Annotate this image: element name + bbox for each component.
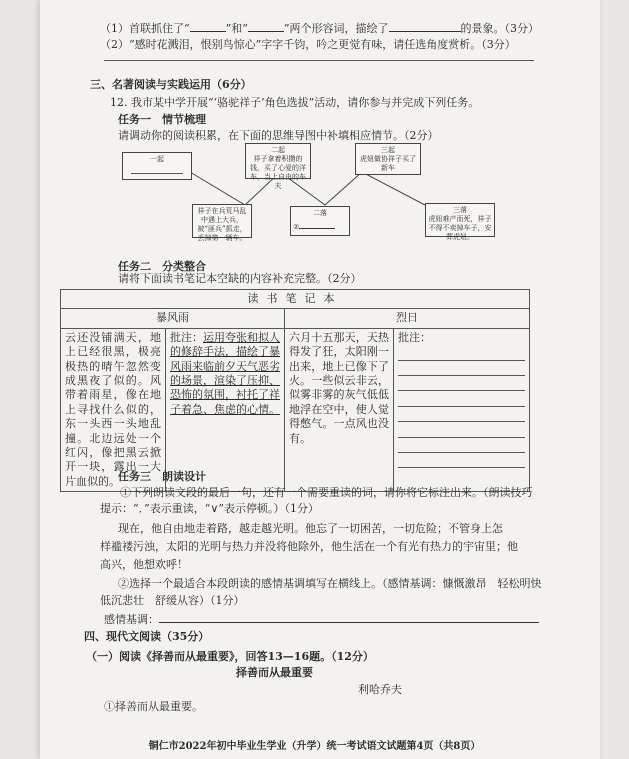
- mindmap-node-1: 一起: [122, 152, 192, 180]
- tone-answer-blank[interactable]: [159, 611, 539, 623]
- answer-line[interactable]: [398, 453, 525, 468]
- article-title: 择善而从最重要: [236, 666, 313, 679]
- task-2-desc: 请将下面读书笔记本空缺的内容补充完整。（2分）: [118, 272, 362, 285]
- mindmap-node-6: 三落 虎妞难产而死，祥子不得不卖掉车子，安葬虎妞。: [425, 203, 495, 237]
- part-1-title: （一）阅读《择善而从最重要》，回答13—16题。（12分）: [86, 650, 374, 663]
- notebook-annotation-storm: 批注：运用夸张和拟人的修辞手法，描绘了暴风雨来临前夕天气恶劣的场景，渲染了压抑、恐怖的氛围，衬托了祥子着急、焦虑的心情。: [166, 328, 285, 491]
- answer-line[interactable]: [398, 361, 525, 376]
- notebook-col-sun: 烈日: [285, 309, 530, 328]
- task-3-q1-cont: 提示：“．”表示重读，“∨”表示停顿。）（1分）: [100, 502, 320, 515]
- task-3-q2-cont: 低沉悲壮 舒缓从容）（1分）: [100, 594, 245, 607]
- passage-line-3: 高兴，他想欢呼！: [100, 558, 188, 571]
- question-11-1: （1）首联抓住了“ ”和“ ”两个形容词，描绘了 的景象。（3分）: [100, 22, 539, 35]
- passage-line-1: 现在，他自由地走着路，越走越光明。他忘了一切困苦，一切危险；不管身上怎: [118, 522, 503, 535]
- answer-line[interactable]: [398, 391, 525, 406]
- tone-field: 感情基调：: [104, 611, 539, 627]
- task-2-title: 任务二 分类整合: [118, 260, 206, 273]
- passage-line-2: 样褴褛污浊，太阳的光明与热力并没将他除外，他生活在一个有光有热力的宇宙里；他: [100, 540, 518, 553]
- task-1-desc: 请调动你的阅读积累，在下面的思维导图中补填相应情节。（2分）: [118, 129, 439, 142]
- answer-line[interactable]: [398, 376, 525, 391]
- notebook-text-sun: 六月十五那天，天热得发了狂，太阳刚一出来，地上已像下了火。一些似云非云，似雾非雾的灰气低低地浮在空中，使人觉得憋气。一点风也没有。: [285, 328, 394, 491]
- notebook-col-storm: 暴风雨: [61, 309, 285, 328]
- page-footer: 铜仁市2022年初中毕业生学业（升学）统一考试语文试题第4页（共8页）: [148, 741, 481, 752]
- task-3-q2: ②选择一个最适合本段朗读的感情基调填写在横线上。（感情基调：慷慨激昂 轻松明快: [118, 577, 542, 590]
- notebook-annotation-sun: 批注：: [394, 328, 530, 491]
- question-12: 12. 我市某中学开展“‘骆驼祥子’角色选拔”活动，请你参与并完成下列任务。: [110, 96, 480, 109]
- answer-blank[interactable]: [299, 222, 335, 229]
- article-para-1: ①择善而从最重要。: [104, 700, 203, 713]
- answer-line[interactable]: [398, 438, 525, 453]
- answer-line[interactable]: [398, 345, 525, 360]
- mindmap-node-2: 二起 祥子拿着积攒的钱，买了心爱的洋车，当上自由的车夫: [245, 143, 311, 179]
- section-3-title: 三、名著阅读与实践运用（6分）: [90, 78, 252, 91]
- section-4-title: 四、现代文阅读（35分）: [84, 630, 210, 643]
- notebook-text-storm: 云还没铺满天，地上已经很黑，极亮极热的晴午忽然变成黑夜了似的。风带着雨星，像在地上寻找什么似的，东一头西一头地乱撞。北边远处一个红闪，像把黑云掀开一块，露出一大片血似的。: [61, 328, 166, 491]
- mindmap-node-5: 祥子在兵荒马乱中遇上大兵，被“匪兵”抓走，丢掉第一辆车。: [192, 204, 252, 238]
- question-11-2: （2）“感时花溅泪，恨别鸟惊心”字字千钧，吟之更觉有味，请任选角度赏析。（3分）: [100, 38, 516, 51]
- mindmap-node-7: 二落 ②: [290, 206, 350, 236]
- notebook-header: 读书笔记本: [61, 290, 530, 309]
- article-author: 利哈乔夫: [358, 683, 402, 696]
- task-3-title: 任务三 朗读设计: [118, 470, 206, 483]
- answer-line[interactable]: [398, 422, 525, 437]
- task-1-title: 任务一 情节梳理: [118, 113, 206, 126]
- answer-blank[interactable]: [131, 167, 183, 174]
- mindmap-node-3: 三起 虎妞做协祥子买了新车: [355, 143, 421, 175]
- reading-notebook: [60, 289, 530, 492]
- answer-line[interactable]: [398, 407, 525, 422]
- task-3-q1: ①下列朗读文段的最后一句，还有一个需要重读的词，请你将它标注出来。（朗读技巧: [120, 486, 533, 499]
